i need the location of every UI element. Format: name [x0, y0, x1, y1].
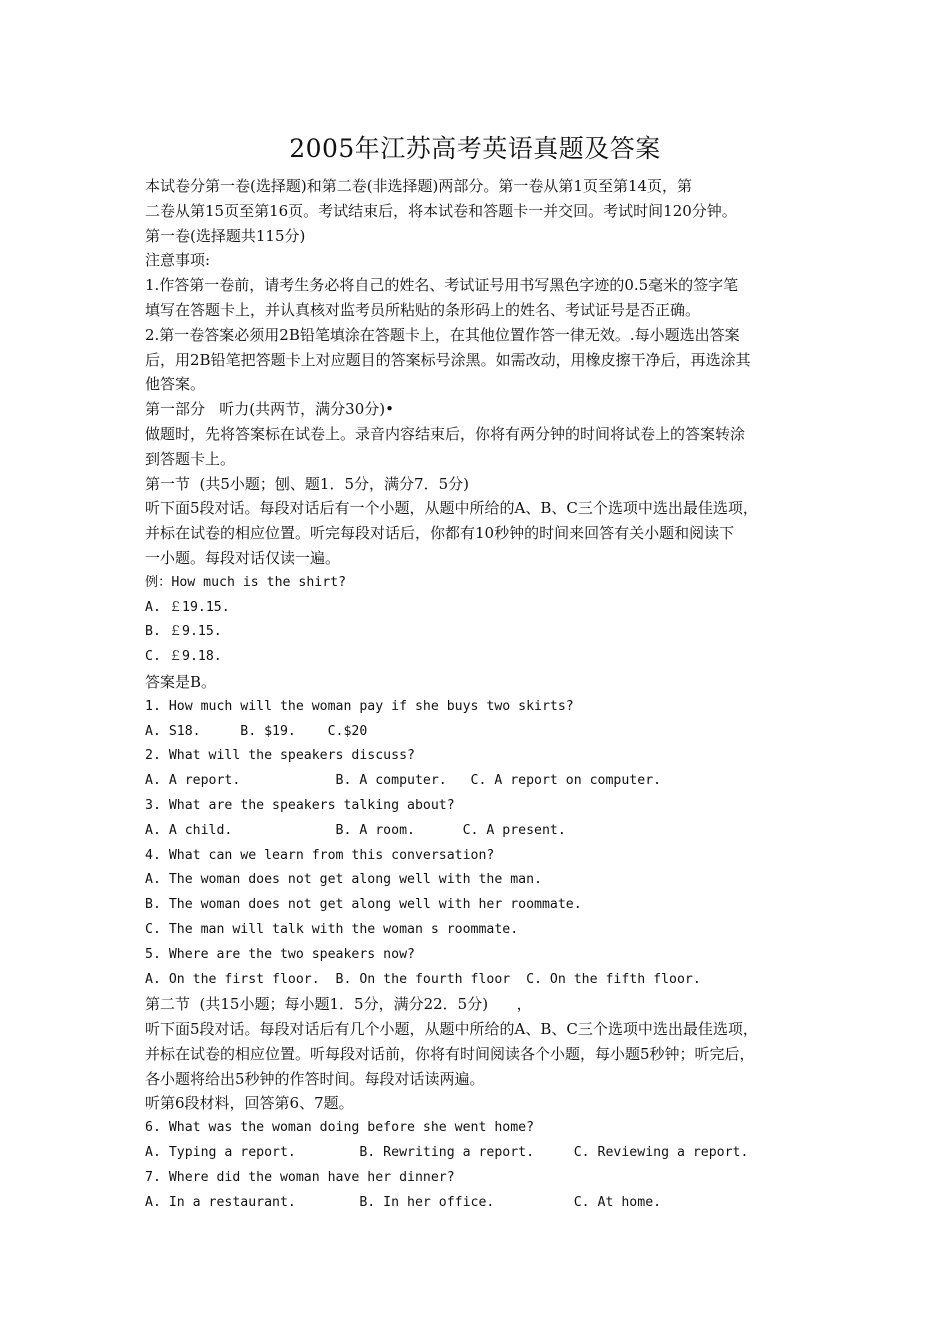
document-line: C. The man will talk with the woman s roommate. [145, 921, 519, 937]
document-line: 例：How much is the shirt? [145, 574, 347, 590]
document-line: 听下面5段对话。每段对话后有一个小题，从题中所给的A、B、C三个选项中选出最佳选项， [145, 499, 758, 518]
document-line: 4. What can we learn from this conversation? [145, 847, 495, 863]
document-line: 注意事项: [145, 251, 211, 270]
document-line: 并标在试卷的相应位置。听每段对话前，你将有时间阅读各个小题，每小题5秒钟；听完后， [145, 1044, 755, 1063]
document-line: C. ￡9.18. [145, 649, 222, 665]
document-line: A. ￡19.15. [145, 599, 230, 615]
document-line: 听第6段材料，回答第6、7题。 [145, 1094, 354, 1113]
document-line: 2.第一卷答案必须用2B铅笔填涂在答题卡上，在其他位置作答一律无效。.每小题选出答案 [145, 325, 740, 344]
document-line: 听下面5段对话。每段对话后有几个小题，从题中所给的A、B、C三个选项中选出最佳选项， [145, 1020, 758, 1039]
document-line: B. ￡9.15. [145, 624, 222, 640]
document-line: A. On the first floor. B. On the fourth floor C. On the fifth floor. [145, 971, 701, 987]
document-line: 第一部分 听力(共两节，满分30分)• [145, 400, 394, 419]
document-line: 6. What was the woman doing before she went home? [145, 1120, 535, 1136]
document-line: 第一卷(选择题共115分) [145, 226, 306, 245]
document-line: 1.作答第一卷前，请考生务必将自己的姓名、考试证号用书写黑色字迹的0.5毫米的签字笔 [145, 276, 739, 295]
document-line: 第一节 (共5小题；刨、题1．5分，满分7．5分) [145, 474, 469, 493]
document-line: 3. What are the speakers talking about? [145, 797, 455, 813]
document-line: A. The woman does not get along well with the man. [145, 872, 542, 888]
document-line: 2. What will the speakers discuss? [145, 748, 415, 764]
document-line: A. In a restaurant. B. In her office. C. At home. [145, 1194, 662, 1210]
document-line: 答案是B。 [145, 672, 217, 691]
document-line: 到答题卡上。 [145, 449, 236, 468]
document-line: A. Typing a report. B. Rewriting a report. C. Reviewing a report. [145, 1145, 749, 1161]
document-line: 一小题。每段对话仅读一遍。 [145, 548, 341, 567]
document-line: A. S18. B. $19. C.$20 [145, 723, 368, 739]
document-line: 二卷从第15页至第16页。考试结束后，将本试卷和答题卡一并交回。考试时间120分钟。 [145, 201, 737, 220]
document-line: 1. How much will the woman pay if she buys two skirts? [145, 698, 574, 714]
document-line: 第二节 (共15小题；每小题1．5分，满分22．5分) ， [145, 995, 532, 1014]
document-line: 本试卷分第一卷(选择题)和第二卷(非选择题)两部分。第一卷从第1页至第14页，第 [145, 177, 693, 195]
document-line: A. A child. B. A room. C. A present. [145, 822, 566, 838]
document-line: 各小题将给出5秒钟的作答时间。每段对话读两遍。 [145, 1069, 485, 1088]
document-line: A. A report. B. A computer. C. A report on computer. [145, 773, 662, 789]
document-line: B. The woman does not get along well with her roommate. [145, 897, 582, 913]
document-body [145, 174, 815, 1215]
document-line: 后，用2B铅笔把答题卡上对应题目的答案标号涂黑。如需改动，用橡皮擦干净后，再选涂其 [145, 350, 751, 369]
document-line: 7. Where did the woman have her dinner? [145, 1169, 455, 1185]
document-title: 2005年江苏高考英语真题及答案 [289, 134, 661, 163]
document-line: 并标在试卷的相应位置。听完每段对话后，你都有10秒钟的时间来回答有关小题和阅读下 [145, 524, 735, 543]
document-line: 他答案。 [145, 375, 206, 394]
document-line: 5. Where are the two speakers now? [145, 946, 415, 962]
document-line: 做题时，先将答案标在试卷上。录音内容结束后，你将有两分钟的时间将试卷上的答案转涂 [145, 424, 746, 443]
document-line: 填写在答题卡上，并认真核对监考员所粘贴的条形码上的姓名、考试证号是否正确。 [145, 300, 701, 319]
